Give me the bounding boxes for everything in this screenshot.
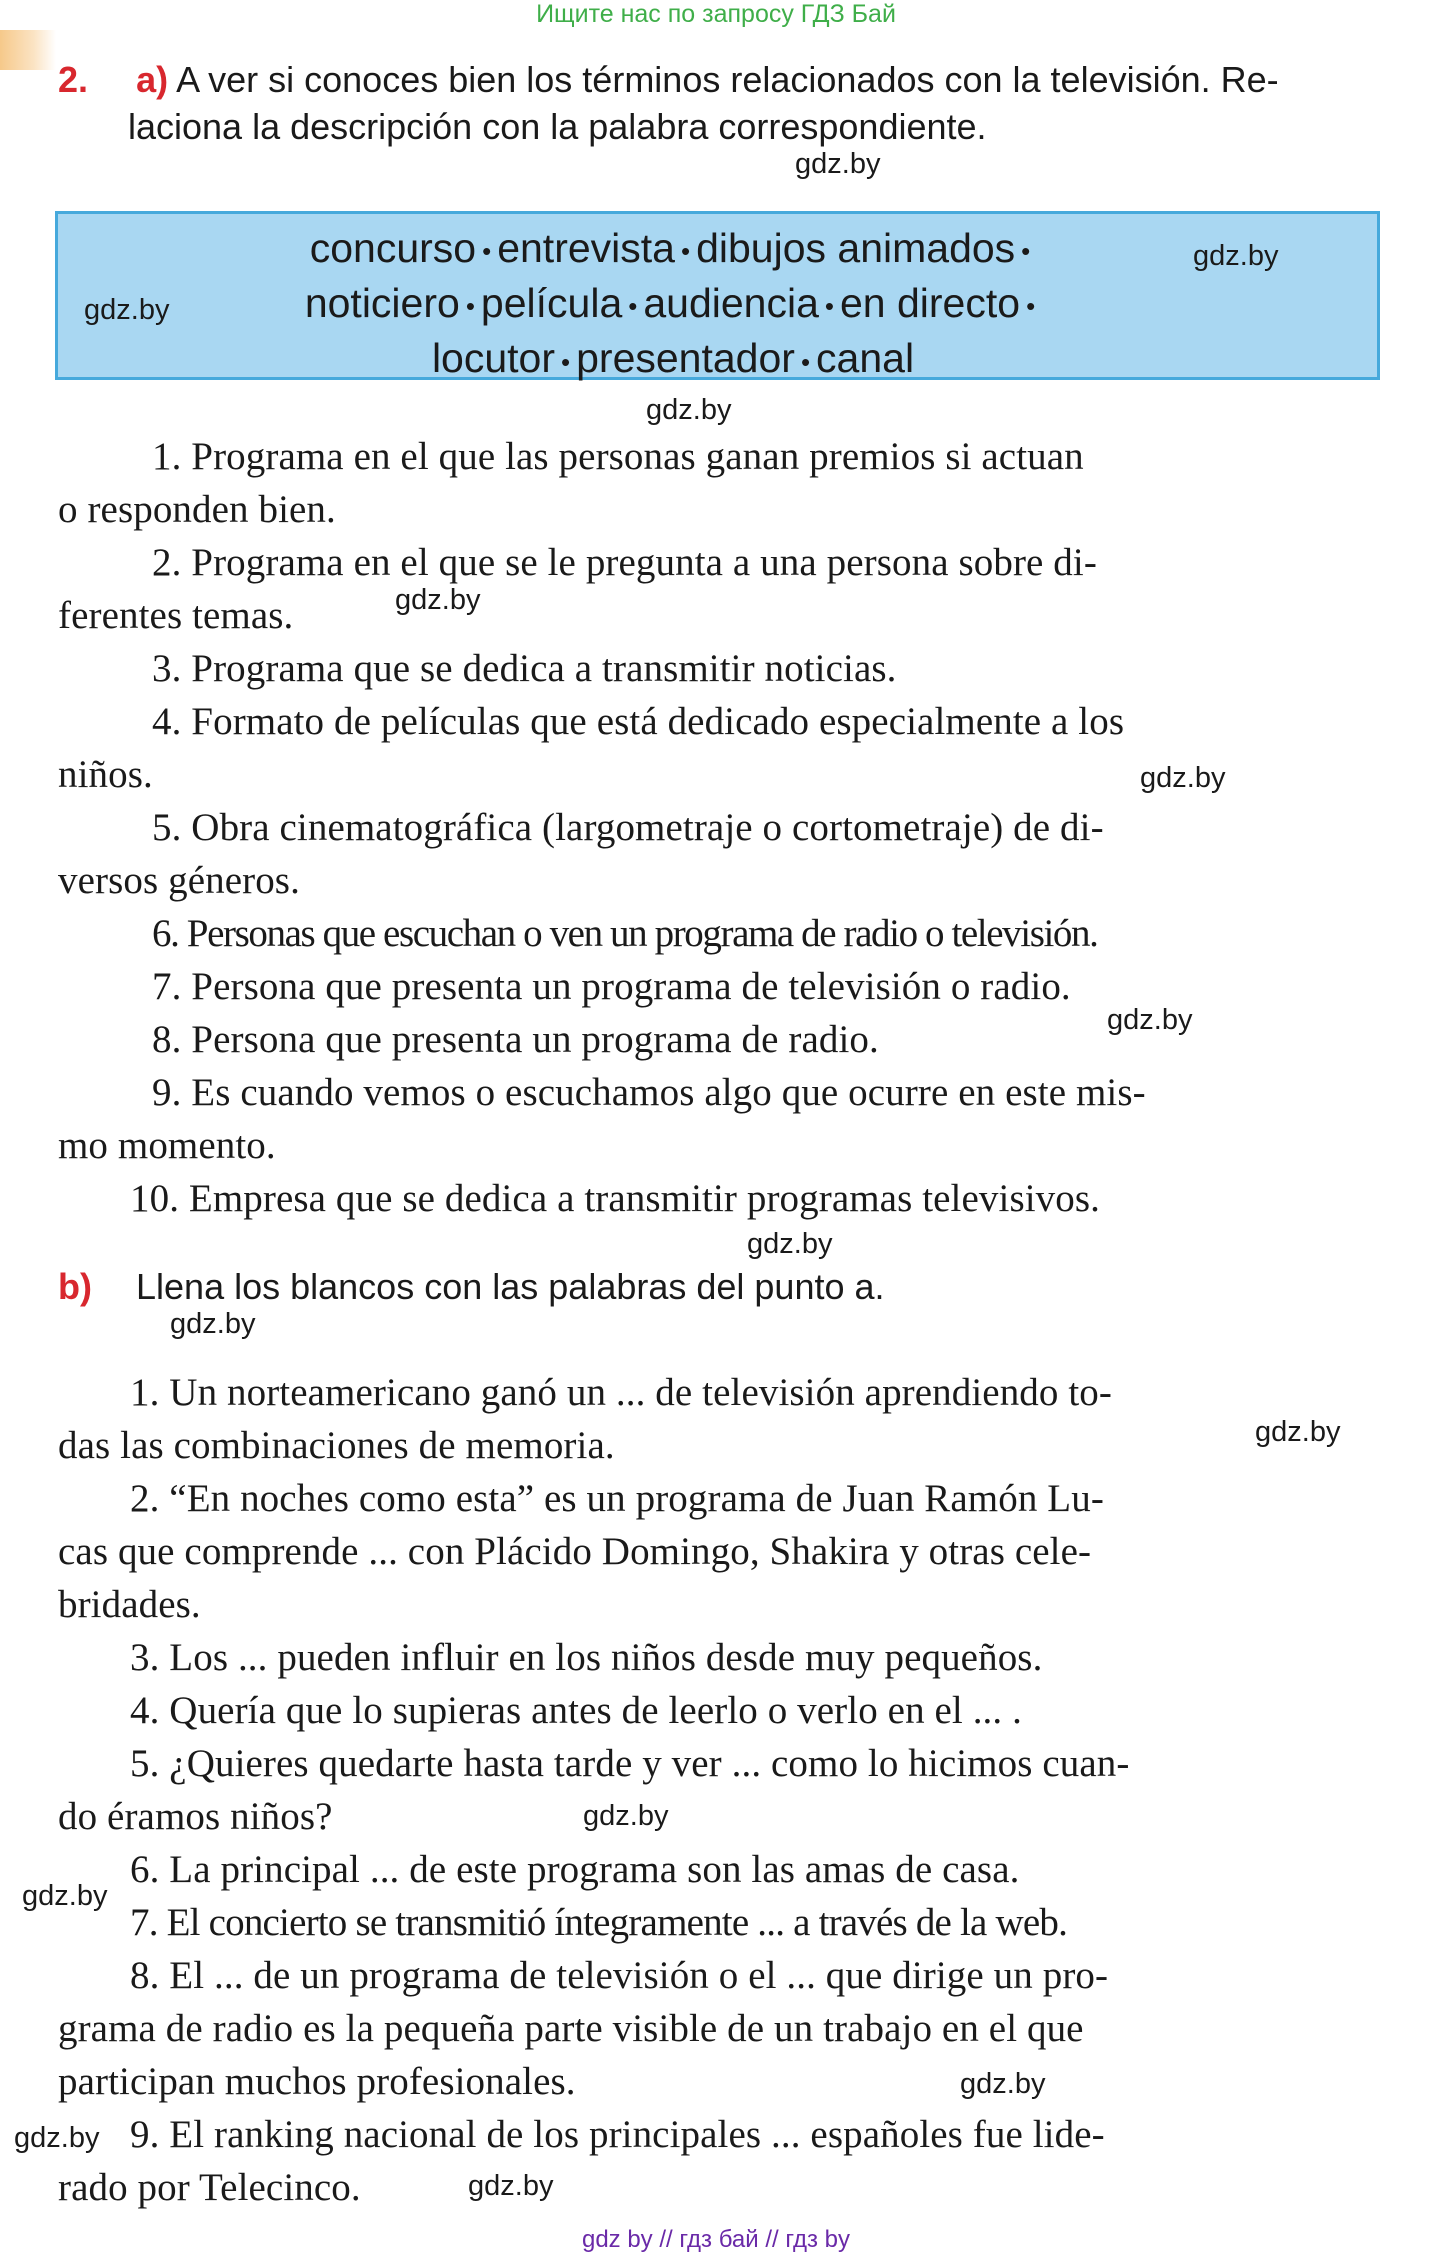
word-box: [55, 211, 1380, 380]
word-audiencia: audiencia: [643, 280, 819, 327]
definition-line: 1. Programa en el que las personas ganan premios si actuan: [152, 435, 1084, 478]
bullet: •: [1026, 291, 1036, 322]
definition-line: 2. Programa en el que se le pregunta a una persona sobre di-: [152, 541, 1097, 584]
top-banner: Ищите нас по запросу ГДЗ Бай: [536, 0, 896, 28]
sentence-line: 8. El ... de un programa de televisión o el ... que dirige un pro-: [130, 1954, 1109, 1997]
sentence-line: 2. “En noches como esta” es un programa de Juan Ramón Lu-: [130, 1477, 1104, 1520]
watermark: gdz.by: [1255, 1416, 1341, 1448]
word-row-2: [123, 277, 1223, 332]
sentence-line: do éramos niños?: [58, 1795, 333, 1838]
watermark: gdz.by: [583, 1800, 669, 1832]
sentence-line: participan muchos profesionales.: [58, 2060, 576, 2103]
word-dibujos-animados: dibujos animados: [696, 225, 1016, 271]
footer: gdz by // гдз бай // гдз by: [581, 2226, 851, 2253]
sentence-line: 9. El ranking nacional de los principales ... españoles fue lide-: [130, 2113, 1105, 2156]
sentence-line: das las combinaciones de memoria.: [58, 1424, 615, 1467]
sentence-line: cas que comprende ... con Plácido Domingo, Shakira y otras cele-: [58, 1530, 1092, 1573]
definition-line: o responden bien.: [58, 488, 336, 531]
definition-line: versos géneros.: [58, 859, 300, 902]
definition-line: 5. Obra cinematográfica (largometraje o cortometraje) de di-: [152, 806, 1104, 849]
sentence-line: 4. Quería que lo supieras antes de leerlo o verlo en el ... .: [130, 1689, 1022, 1732]
sentence-line: rado por Telecinco.: [58, 2166, 361, 2209]
word-en-directo: en directo: [840, 280, 1021, 327]
watermark: gdz.by: [170, 1308, 256, 1340]
definition-line: 3. Programa que se dedica a transmitir noticias.: [152, 647, 897, 690]
task-line-1: [58, 56, 1378, 103]
watermark: gdz.by: [22, 1880, 108, 1912]
word-canal: canal: [816, 335, 915, 382]
word-row-3: [123, 332, 1223, 387]
watermark: gdz.by: [84, 294, 170, 326]
definition-line: 9. Es cuando vemos o escuchamos algo que ocurre en este mis-: [152, 1071, 1146, 1114]
definition-line: 7. Persona que presenta un programa de televisión o radio.: [152, 965, 1071, 1008]
bullet: •: [680, 236, 691, 267]
sentence-line: grama de radio es la pequeña parte visible de un trabajo en el que: [58, 2007, 1084, 2050]
definition-line: ferentes temas.: [58, 594, 294, 637]
watermark: gdz.by: [395, 584, 481, 616]
word-row-1: [123, 222, 1223, 277]
watermark: gdz.by: [14, 2122, 100, 2154]
definition-line: mo momento.: [58, 1124, 276, 1167]
sentence-line: 5. ¿Quieres quedarte hasta tarde y ver ... como lo hicimos cuan-: [130, 1742, 1130, 1785]
watermark: gdz.by: [1140, 762, 1226, 794]
sentence-line: 6. La principal ... de este programa son las amas de casa.: [130, 1848, 1020, 1891]
definition-line: niños.: [58, 753, 153, 796]
bullet: •: [1021, 236, 1031, 267]
sentence-line: 3. Los ... pueden influir en los niños desde muy pequeños.: [130, 1636, 1043, 1679]
part-a-text-1: A ver si conoces bien los términos relacionados con la televisión. Re-: [176, 59, 1279, 100]
definition-line: 10. Empresa que se dedica a transmitir programas televisivos.: [130, 1177, 1100, 1220]
word-concurso: concurso: [309, 225, 477, 271]
definition-line: 6. Personas que escuchan o ven un programa de radio o televisión.: [152, 912, 1098, 955]
part-b-marker: b): [58, 1266, 92, 1307]
part-b-header: [58, 1266, 885, 1308]
bullet: •: [465, 291, 475, 322]
sentence-line: 7. El concierto se transmitió íntegramente ... a través de la web.: [130, 1901, 1068, 1944]
corner-decoration: [0, 30, 56, 70]
definition-line: 4. Formato de películas que está dedicado especialmente a los: [152, 700, 1125, 743]
watermark: gdz.by: [1107, 1004, 1193, 1036]
bullet: •: [561, 346, 571, 377]
word-presentador: presentador: [576, 335, 795, 382]
sentence-line: 1. Un norteamericano ganó un ... de televisión aprendiendo to-: [130, 1371, 1112, 1414]
watermark: gdz.by: [960, 2068, 1046, 2100]
part-b-instruction: Llena los blancos con las palabras del punto a.: [136, 1266, 885, 1307]
bullet: •: [800, 346, 811, 377]
part-a-marker: a): [136, 59, 169, 100]
watermark: gdz.by: [646, 394, 732, 426]
bullet: •: [824, 291, 834, 322]
watermark: gdz.by: [1193, 240, 1279, 272]
watermark: gdz.by: [468, 2170, 554, 2202]
word-entrevista: entrevista: [497, 225, 675, 271]
word-box-words: [123, 222, 1223, 388]
bullet: •: [482, 236, 492, 267]
watermark: gdz.by: [747, 1228, 833, 1260]
part-a-text-2: laciona la descripción con la palabra correspondiente.: [128, 106, 987, 147]
sentence-line: bridades.: [58, 1583, 201, 1626]
task-number: 2.: [58, 59, 89, 100]
word-locutor: locutor: [431, 335, 555, 382]
word-noticiero: noticiero: [304, 280, 460, 327]
bullet: •: [628, 291, 638, 322]
word-pelicula: película: [480, 280, 623, 327]
definition-line: 8. Persona que presenta un programa de radio.: [152, 1018, 879, 1061]
watermark: gdz.by: [795, 148, 881, 180]
